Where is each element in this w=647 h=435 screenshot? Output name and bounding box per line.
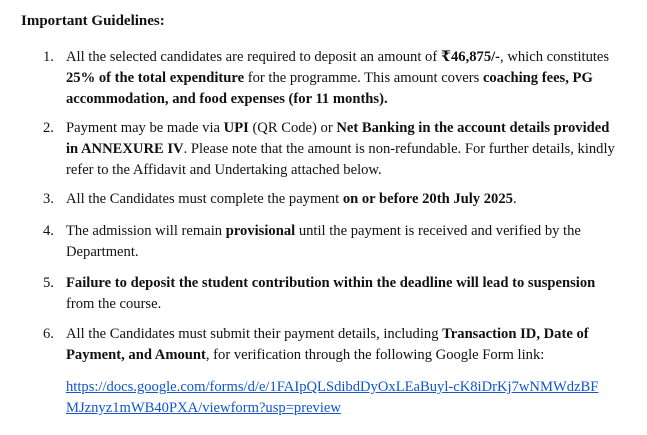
guideline-bold-part: Net Banking in the account details provided in ANNEXURE IV bbox=[66, 120, 610, 157]
guideline-text-part: All the Candidates must complete the payment bbox=[66, 191, 343, 207]
guideline-bold-part: Transaction ID, Date of Payment, and Amount bbox=[66, 326, 589, 363]
guidelines-heading: Important Guidelines: bbox=[21, 13, 165, 29]
guideline-text bbox=[66, 324, 622, 366]
guideline-text-part: , for verification through the following Google Form link: bbox=[205, 347, 545, 363]
guideline-text bbox=[66, 47, 622, 110]
guideline-number: 3. bbox=[43, 191, 54, 207]
guideline-number: 4. bbox=[43, 223, 54, 239]
google-form-link-block bbox=[66, 377, 626, 419]
guideline-text-part: , which constitutes bbox=[500, 49, 610, 65]
guideline-text-part: All the Candidates must submit their payment details, including bbox=[66, 326, 443, 342]
guideline-bold-part: Failure to deposit the student contribution within the deadline will lead to suspension bbox=[66, 275, 596, 291]
guideline-text-part: The admission will remain bbox=[66, 223, 226, 239]
google-form-link-line-2[interactable]: MJznyz1mWB40PXA/viewform?usp=preview bbox=[66, 400, 341, 416]
guideline-text bbox=[66, 273, 622, 315]
google-form-link[interactable] bbox=[66, 379, 598, 416]
guideline-text-part: . bbox=[512, 191, 517, 207]
guideline-bold-part: provisional bbox=[225, 223, 296, 239]
guideline-text-part: until the payment is received and verified by the Department. bbox=[66, 223, 581, 260]
guideline-text bbox=[66, 221, 622, 263]
google-form-link-line-1[interactable]: https://docs.google.com/forms/d/e/1FAIpQLSdibdDyOxLEaBuyl-cK8iDrKj7wNMWdzBF bbox=[66, 379, 599, 395]
guideline-text-part: Payment may be made via bbox=[66, 120, 224, 136]
deposit-amount: ₹46,875/- bbox=[440, 49, 501, 65]
guideline-text-part: All the selected candidates are required to deposit an amount of bbox=[66, 49, 441, 65]
guideline-number: 5. bbox=[43, 275, 54, 291]
guideline-text bbox=[66, 118, 622, 181]
guideline-text-part: from the course. bbox=[66, 296, 162, 312]
guideline-number: 6. bbox=[43, 326, 54, 342]
payment-deadline: on or before 20th July 2025 bbox=[342, 191, 513, 207]
guideline-number: 2. bbox=[43, 120, 54, 136]
guideline-text-part: (QR Code) or bbox=[248, 120, 337, 136]
guideline-bold-part: 25% of the total expenditure bbox=[66, 70, 245, 86]
guideline-text bbox=[66, 189, 622, 210]
guideline-text-part: . Please note that the amount is non-refundable. For further details, kindly refer to the Affidavit and Undertaking attached below. bbox=[66, 141, 615, 178]
guideline-bold-part: UPI bbox=[223, 120, 249, 136]
guideline-text-part: for the programme. This amount covers bbox=[244, 70, 483, 86]
guideline-number: 1. bbox=[43, 49, 54, 65]
guideline-bold-part: coaching fees, PG accommodation, and food expenses (for 11 months). bbox=[66, 70, 593, 107]
